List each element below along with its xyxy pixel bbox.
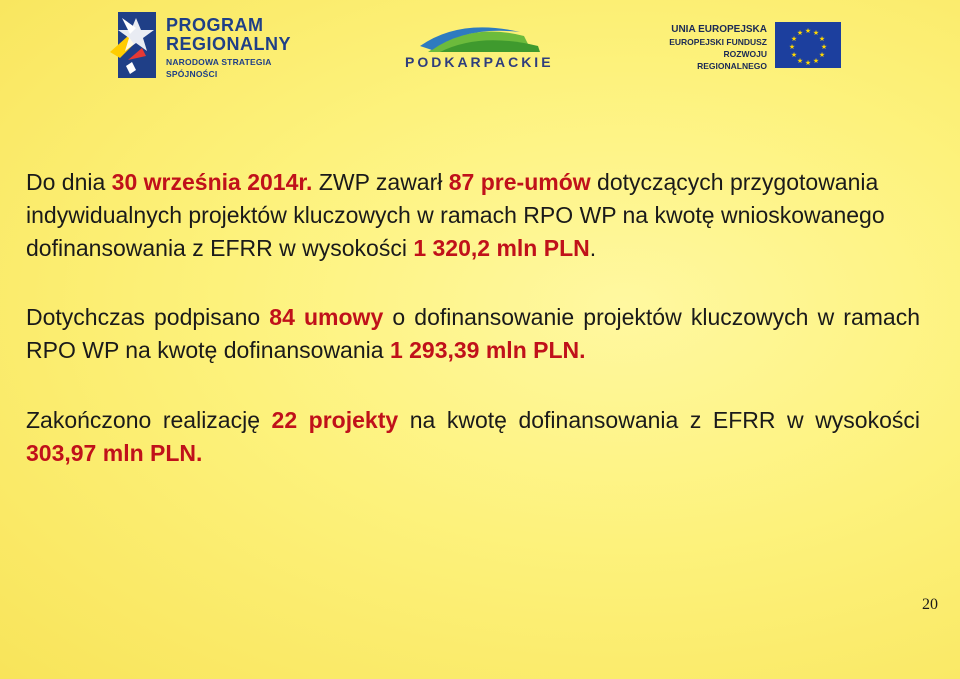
p1-text-2: ZWP zawarł xyxy=(312,169,449,195)
eu-logo xyxy=(655,22,845,70)
regionalny-title: REGIONALNY xyxy=(166,34,292,54)
slide-header xyxy=(0,0,960,90)
program-regionalny-emblem-icon xyxy=(108,8,164,84)
svg-text:★: ★ xyxy=(818,51,826,59)
page-number: 20 xyxy=(922,596,938,613)
svg-text:★: ★ xyxy=(820,43,828,51)
svg-text:★: ★ xyxy=(812,57,820,65)
paragraph-completed-projects xyxy=(26,404,920,470)
p1-date: 30 września 2014r. xyxy=(111,169,313,195)
p1-text-1: Do dnia xyxy=(26,169,112,195)
svg-text:★: ★ xyxy=(796,29,804,37)
svg-text:★: ★ xyxy=(790,51,798,59)
p1-amount: 1 320,2 mln PLN xyxy=(413,235,590,261)
strategia-subtitle: NARODOWA STRATEGIA SPÓJNOŚCI xyxy=(166,57,272,79)
svg-text:★: ★ xyxy=(804,27,812,35)
eu-title: UNIA EUROPEJSKA xyxy=(671,24,767,35)
paragraph-pre-agreements xyxy=(26,166,920,265)
slide-body xyxy=(26,166,920,470)
p2-amount: 1 293,39 mln PLN. xyxy=(389,337,586,363)
podkarpackie-wordmark: PODKARPACKIE xyxy=(405,54,554,70)
p2-text-1: Dotychczas podpisano xyxy=(26,304,270,330)
program-title: PROGRAM xyxy=(166,15,264,35)
svg-text:★: ★ xyxy=(818,35,826,43)
p1-count: 87 pre-umów xyxy=(448,169,591,195)
program-regionalny-text xyxy=(166,16,323,80)
svg-text:★: ★ xyxy=(788,43,796,51)
p1-text-3: dotyczących przygotowania indywidualnych projektów kluczowych w ramach RPO WP na kwotę wnioskowanego dofinansowania z EFRR w wysokości xyxy=(26,169,885,261)
p2-count: 84 umowy xyxy=(269,304,384,330)
p3-count: 22 projekty xyxy=(271,407,399,433)
eu-flag-icon xyxy=(775,22,841,68)
p3-amount: 303,97 mln PLN. xyxy=(26,440,203,466)
svg-text:★: ★ xyxy=(812,29,820,37)
p1-text-4: . xyxy=(589,235,597,261)
eu-fund-line: EUROPEJSKI FUNDUSZ xyxy=(669,37,767,47)
p3-text-1: Zakończono realizację xyxy=(26,407,272,433)
program-regionalny-logo xyxy=(108,8,323,84)
p2-text-2: o dofinansowanie projektów kluczowych w ramach RPO WP na kwotę dofinansowania xyxy=(26,304,920,363)
paragraph-signed-agreements xyxy=(26,301,920,367)
svg-text:★: ★ xyxy=(796,57,804,65)
svg-text:★: ★ xyxy=(790,35,798,43)
svg-text:★: ★ xyxy=(804,59,812,67)
eu-regional-line: ROZWOJU REGIONALNEGO xyxy=(697,49,767,71)
p3-text-2: na kwotę dofinansowania z EFRR w wysokości xyxy=(398,407,921,433)
podkarpackie-hills-icon xyxy=(400,20,555,54)
podkarpackie-logo xyxy=(400,20,555,75)
eu-text xyxy=(655,24,767,72)
